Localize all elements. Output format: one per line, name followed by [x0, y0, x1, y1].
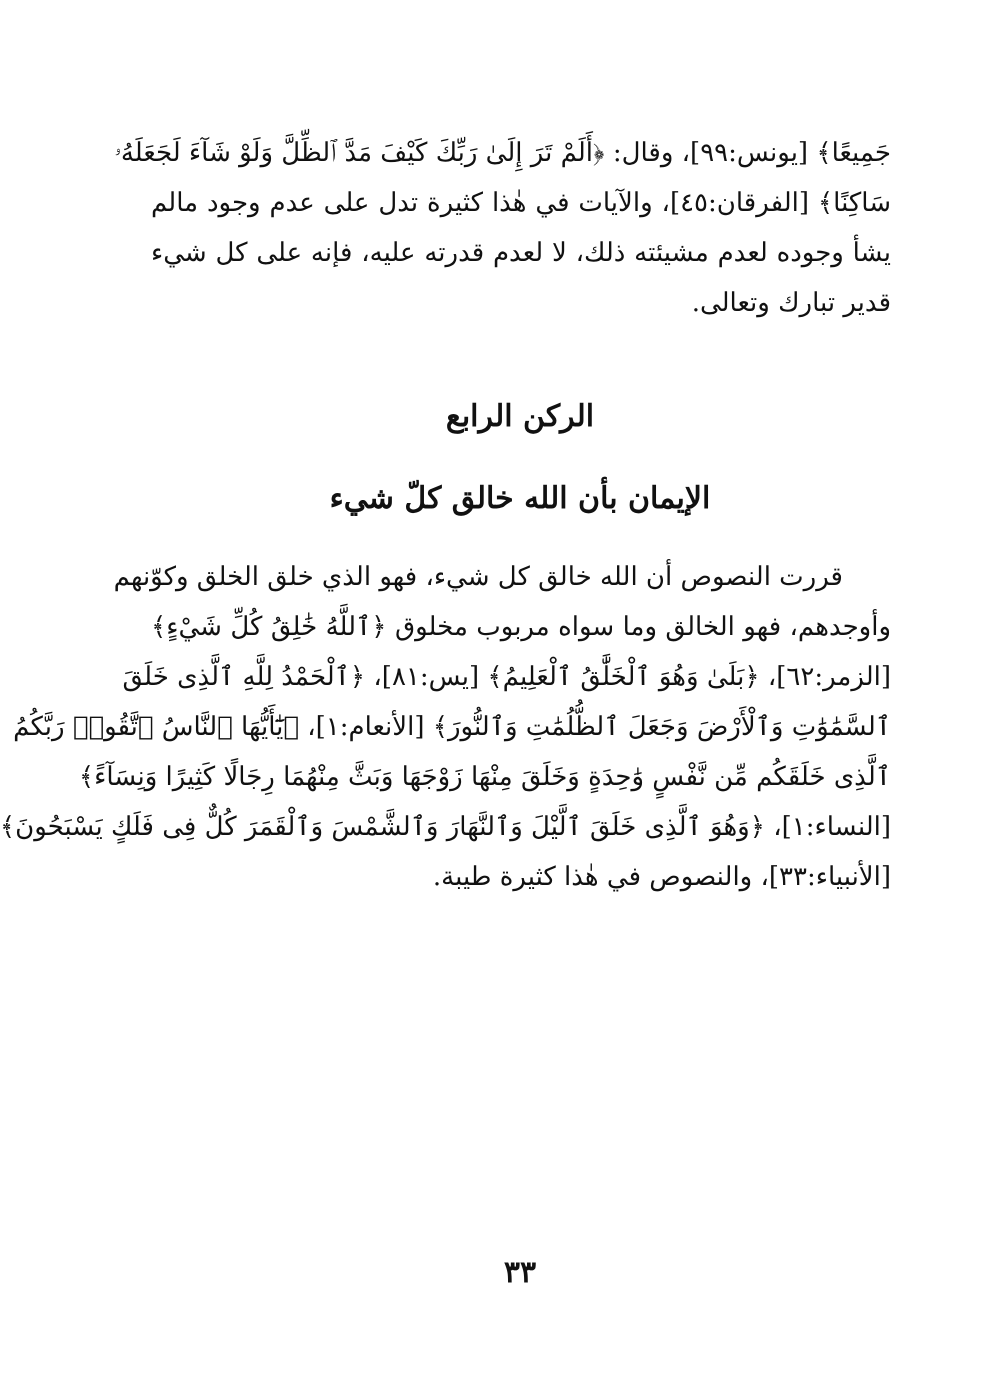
- continued-paragraph: [114, 128, 892, 328]
- paragraph-line: وأوجدهم، فهو الخالق وما سواه مربوب مخلوق ﴿ٱللَّهُ خَٰلِقُ كُلِّ شَيْءٍ﴾: [151, 612, 891, 642]
- paragraph-line: سَاكِنًا﴾ [الفرقان:٤٥]، والآيات في هٰذا كثيرة تدل على عدم وجود مالم: [151, 188, 892, 218]
- paragraph-line: قدير تبارك وتعالى.: [691, 288, 891, 318]
- paragraph-line: قررت النصوص أن الله خالق كل شيء، فهو الذي خلق الخلق وكوّنهم: [113, 562, 843, 592]
- body-paragraph: [0, 552, 891, 902]
- paragraph-line: [النساء:١]، ﴿وَهُوَ ٱلَّذِى خَلَقَ ٱلَّيْلَ وَٱلنَّهَارَ وَٱلشَّمْسَ وَٱلْقَمَرَ كُلٌّ فِى فَلَكٍ يَسْبَحُونَ﴾: [0, 812, 891, 842]
- paragraph-line: ٱلسَّمَٰوَٰتِ وَٱلْأَرْضَ وَجَعَلَ ٱلظُّلُمَٰتِ وَٱلنُّورَ﴾ [الأنعام:١]، ﴿يَٰٓأَيُّهَا ٱلنَّاسُ ٱتَّقُوا۟ رَبَّكُمُ: [13, 712, 891, 742]
- paragraph-line: [الزمر:٦٢]، ﴿بَلَىٰ وَهُوَ ٱلْخَلَّٰقُ ٱلْعَلِيمُ﴾ [يس:٨١]، ﴿ٱلْحَمْدُ لِلَّهِ ٱلَّذِى خَلَقَ: [122, 662, 891, 692]
- chapter-heading: الإيمان بأن الله خالق كلّ شيء: [329, 481, 711, 516]
- paragraph-line: [الأنبياء:٣٣]، والنصوص في هٰذا كثيرة طيبة.: [432, 862, 891, 892]
- page-number: ٣٣: [503, 1255, 537, 1290]
- paragraph-line: ٱلَّذِى خَلَقَكُم مِّن نَّفْسٍ وَٰحِدَةٍ وَخَلَقَ مِنْهَا زَوْجَهَا وَبَثَّ مِنْهُمَا رِجَالًا كَثِيرًا وَنِسَآءً﴾: [78, 762, 891, 792]
- paragraph-line: يشأ وجوده لعدم مشيئته ذلك، لا لعدم قدرته عليه، فإنه على كل شيء: [151, 238, 891, 268]
- paragraph-line: جَمِيعًا﴾ [يونس:٩٩]، وقال: ﴿أَلَمْ تَرَ إِلَىٰ رَبِّكَ كَيْفَ مَدَّ ٱلظِّلَّ وَلَوْ شَآءَ لَجَعَلَهُۥ: [114, 138, 891, 168]
- pillar-heading: الركن الرابع: [445, 399, 595, 434]
